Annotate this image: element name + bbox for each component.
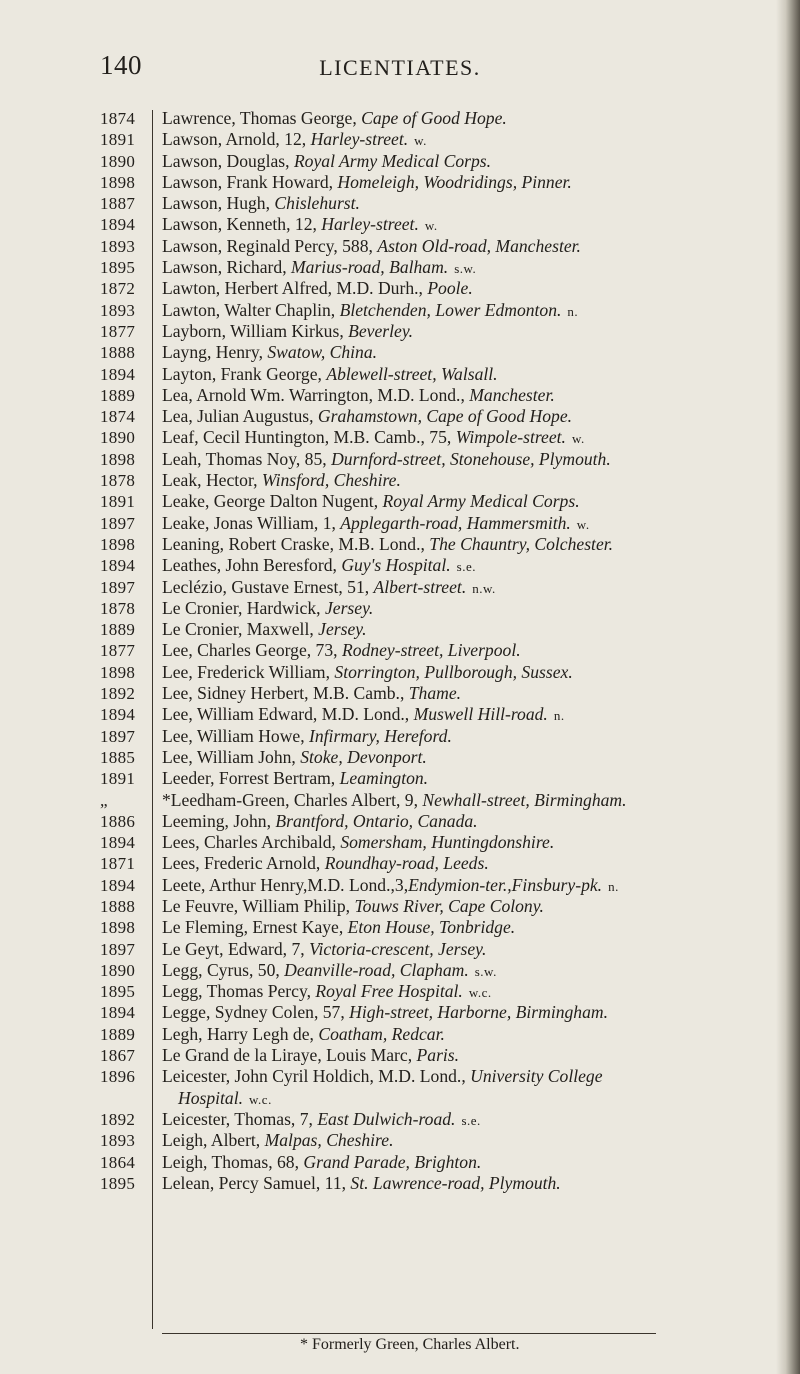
entry-year: 1894 xyxy=(100,215,136,235)
list-item xyxy=(100,533,782,555)
entry-text xyxy=(162,1109,481,1129)
entry-text xyxy=(162,300,578,320)
entry-name: Lawrence, Thomas George, xyxy=(162,108,362,128)
entry-name: Lawson, Frank Howard, xyxy=(162,171,338,192)
entry-name: Leeder, Forrest Bertram, xyxy=(162,768,340,789)
entry-name: Le Cronier, Hardwick, xyxy=(162,597,325,618)
entry-name: Layborn, William Kirkus, xyxy=(162,320,349,341)
entry-address: St. Lawrence-road, Plymouth. xyxy=(350,1172,561,1193)
entry-name: Legg, Thomas Percy, xyxy=(162,981,316,1002)
entry-address: Wimpole-street. xyxy=(455,427,566,448)
entry-address: Brantford, Ontario, Canada. xyxy=(275,810,478,831)
entry-year: „ xyxy=(100,790,108,810)
entry-name: Lawton, Walter Chaplin, xyxy=(162,299,340,320)
entry-text xyxy=(162,534,613,554)
entry-name: Layng, Henry, xyxy=(162,342,268,363)
entry-year: 1889 xyxy=(100,620,136,640)
entry-address: Winsford, Cheshire. xyxy=(261,470,401,491)
entry-address: Victoria-crescent, Jersey. xyxy=(309,938,487,959)
entry-text xyxy=(162,385,555,405)
entry-year: 1895 xyxy=(100,1173,136,1193)
entry-address: Aston Old-road, Manchester. xyxy=(377,235,581,256)
list-item xyxy=(100,1108,782,1130)
entry-address: Somersham, Huntingdonshire. xyxy=(340,832,555,853)
entry-text xyxy=(162,555,476,575)
entry-text xyxy=(162,917,515,937)
list-item xyxy=(100,959,782,981)
entry-address: Grahamstown, Cape of Good Hope. xyxy=(317,406,573,427)
page-number: 140 xyxy=(100,50,142,80)
list-item xyxy=(100,214,782,235)
entry-year: 1877 xyxy=(100,321,136,341)
entry-year: 1878 xyxy=(100,471,136,491)
entry-year: 1893 xyxy=(100,300,136,320)
list-item xyxy=(100,597,782,619)
entry-postal-district: n. xyxy=(608,878,619,894)
entry-name: *Leedham-Green, Charles Albert, 9, xyxy=(162,789,423,810)
entry-year: 1889 xyxy=(100,1024,136,1044)
entry-text xyxy=(162,853,489,873)
entry-year: 1897 xyxy=(100,939,136,959)
entry-address: Rodney-street, Liverpool. xyxy=(341,640,521,661)
entry-year: 1893 xyxy=(100,236,136,256)
entry-text xyxy=(162,640,521,660)
list-item xyxy=(100,1023,782,1045)
entry-address: Ablewell-street, Walsall. xyxy=(326,363,498,384)
entry-text xyxy=(162,704,565,724)
entry-address: Durnford-street, Stonehouse, Plymouth. xyxy=(331,448,611,469)
entry-text xyxy=(162,129,427,149)
entry-text xyxy=(162,960,497,980)
entry-year: 1894 xyxy=(100,364,136,384)
list-item xyxy=(100,789,782,811)
entry-text xyxy=(162,832,554,852)
entry-name: Le Cronier, Maxwell, xyxy=(162,619,319,640)
entry-address: The Chauntry, Colchester. xyxy=(429,533,614,554)
entry-year: 1892 xyxy=(100,1109,136,1129)
entry-postal-district: n. xyxy=(567,303,579,319)
entry-text xyxy=(162,811,478,831)
entry-name: Leaf, Cecil Huntington, M.B. Camb., 75, xyxy=(162,427,456,448)
list-item xyxy=(100,342,782,363)
entry-text xyxy=(162,470,401,490)
list-item xyxy=(100,406,782,427)
list-item xyxy=(100,640,782,661)
entry-address: Thame. xyxy=(408,683,462,704)
entry-text xyxy=(162,577,496,597)
list-item xyxy=(100,278,782,299)
entry-name: Lee, Charles George, 73, xyxy=(162,640,342,661)
entry-text xyxy=(162,214,438,234)
entry-year: 1897 xyxy=(100,513,136,533)
entry-address: Deanville-road, Clapham. xyxy=(284,959,469,980)
entry-text xyxy=(162,662,573,682)
entry-name: Lee, William Howe, xyxy=(162,725,310,746)
entry-address: Applegarth-road, Hammersmith. xyxy=(340,512,571,533)
entry-year: 1898 xyxy=(100,449,136,469)
entry-name: Leigh, Albert, xyxy=(162,1130,265,1151)
entry-year: 1890 xyxy=(100,151,136,171)
entry-address: Roundhay-road, Leeds. xyxy=(324,853,489,874)
entry-year: 1885 xyxy=(100,747,136,767)
entry-text xyxy=(162,896,544,916)
entry-postal-district: s.w. xyxy=(454,261,477,277)
list-item xyxy=(100,320,782,342)
entry-name: Lawson, Reginald Percy, 588, xyxy=(162,235,378,256)
list-item xyxy=(100,1151,782,1173)
entry-year: 1894 xyxy=(100,833,136,853)
entry-year: 1874 xyxy=(100,407,136,427)
entry-address: Storrington, Pullborough, Sussex. xyxy=(334,661,573,682)
entry-address: Royal Free Hospital. xyxy=(315,981,463,1002)
entry-name: Lee, Sidney Herbert, M.B. Camb., xyxy=(162,683,409,704)
entry-name: Leak, Hector, xyxy=(162,470,262,491)
entry-year: 1897 xyxy=(100,577,136,597)
entry-postal-district: w.c. xyxy=(468,985,492,1001)
entry-address: High-street, Harborne, Birmingham. xyxy=(349,1002,608,1023)
entry-year: 1889 xyxy=(100,385,136,405)
entry-address: Grand Parade, Brighton. xyxy=(303,1151,482,1172)
entry-name: Leake, George Dalton Nugent, xyxy=(162,491,383,512)
list-item xyxy=(100,171,782,193)
entry-address: Marius-road, Balham. xyxy=(291,257,449,278)
list-item xyxy=(100,1002,782,1023)
entry-year: 1898 xyxy=(100,662,136,682)
entry-name: Lawson, Kenneth, 12, xyxy=(162,214,322,235)
list-item xyxy=(100,746,782,768)
entry-address: Malpas, Cheshire. xyxy=(264,1130,394,1151)
entry-address: University College xyxy=(470,1066,603,1087)
entry-address: Bletchenden, Lower Edmonton. xyxy=(339,299,562,320)
entry-text xyxy=(162,257,476,277)
list-item xyxy=(100,938,782,960)
entry-postal-district: s.e. xyxy=(456,559,476,575)
entry-text xyxy=(162,427,585,447)
entry-text xyxy=(162,342,377,362)
footnote: * Formerly Green, Charles Albert. xyxy=(300,1336,520,1353)
entry-text xyxy=(162,1173,561,1193)
list-item xyxy=(100,363,782,385)
entry-text xyxy=(162,151,491,171)
entry-address: Guy's Hospital. xyxy=(341,555,451,576)
entry-year: 1888 xyxy=(100,896,136,916)
entry-text xyxy=(162,747,427,767)
entry-year: 1887 xyxy=(100,194,136,214)
entry-text xyxy=(162,491,580,511)
entry-text xyxy=(162,598,373,618)
entry-text xyxy=(162,790,627,810)
list-item xyxy=(100,917,782,938)
entry-text xyxy=(162,1088,272,1108)
list-item xyxy=(100,512,782,534)
entry-postal-district: w.c. xyxy=(249,1091,272,1107)
entry-text xyxy=(162,683,461,703)
entry-address: Leamington. xyxy=(339,768,429,789)
entry-postal-district: n.w. xyxy=(472,580,496,596)
entry-address: Stoke, Devonport. xyxy=(300,746,427,767)
entry-year: 1892 xyxy=(100,684,136,704)
list-item xyxy=(100,555,782,576)
entry-name: Le Feuvre, William Philip, xyxy=(162,895,355,916)
entry-name: Legh, Harry Legh de, xyxy=(162,1023,319,1044)
list-item xyxy=(100,257,782,278)
entry-year: 1867 xyxy=(100,1046,136,1066)
entry-name: Leicester, Thomas, 7, xyxy=(162,1108,318,1129)
running-title: LICENTIATES. xyxy=(319,55,481,80)
entry-year: 1894 xyxy=(100,1003,136,1023)
entry-address: Albert-street. xyxy=(373,576,467,597)
entry-name: Lawson, Arnold, 12, xyxy=(162,129,311,150)
licentiates-list xyxy=(100,108,782,1194)
entry-year: 1890 xyxy=(100,960,136,980)
entry-name: Lawson, Douglas, xyxy=(162,150,294,171)
entry-name: Leigh, Thomas, 68, xyxy=(162,1151,304,1172)
entry-text xyxy=(162,768,428,788)
entry-address: Jersey. xyxy=(318,619,367,640)
entry-year: 1891 xyxy=(100,130,136,150)
entry-postal-district: s.w. xyxy=(474,963,497,979)
entry-name: Lawson, Hugh, xyxy=(162,193,275,214)
list-item xyxy=(100,235,782,257)
entry-year: 1871 xyxy=(100,854,136,874)
entry-text xyxy=(162,1152,481,1172)
entry-address: Chislehurst. xyxy=(274,193,360,214)
entry-text xyxy=(162,619,367,639)
entry-text xyxy=(162,193,360,213)
entry-address: Newhall-street, Birmingham. xyxy=(422,789,627,810)
bottom-rule xyxy=(162,1333,656,1334)
list-item xyxy=(162,1088,782,1109)
entry-text xyxy=(162,1045,459,1065)
entry-name: Layton, Frank George, xyxy=(162,363,327,384)
entry-name: Legge, Sydney Colen, 57, xyxy=(162,1002,350,1023)
list-item xyxy=(100,108,782,129)
list-item xyxy=(100,150,782,172)
entry-name: Leah, Thomas Noy, 85, xyxy=(162,448,332,469)
list-item xyxy=(100,576,782,598)
entry-name: Le Fleming, Ernest Kaye, xyxy=(162,917,348,938)
entry-text xyxy=(162,939,486,959)
entry-year: 1864 xyxy=(100,1152,136,1172)
entry-address: Homeleigh, Woodridings, Pinner. xyxy=(337,171,572,192)
entry-text xyxy=(162,1002,608,1022)
entry-name: Lawson, Richard, xyxy=(162,257,291,278)
entry-address: East Dulwich-road. xyxy=(317,1108,456,1129)
list-item xyxy=(100,470,782,491)
list-item xyxy=(100,853,782,874)
list-item xyxy=(100,491,782,512)
entry-address: Endymion-ter.,Finsbury-pk. xyxy=(408,874,603,895)
entry-name: Lee, William Edward, M.D. Lond., xyxy=(162,704,414,725)
entry-text xyxy=(162,1130,393,1150)
entry-name: Leclézio, Gustave Ernest, 51, xyxy=(162,576,374,597)
entry-year: 1877 xyxy=(100,641,136,661)
list-item xyxy=(100,981,782,1002)
entry-year: 1891 xyxy=(100,492,136,512)
list-item xyxy=(100,725,782,747)
list-item xyxy=(100,299,782,321)
list-item xyxy=(100,768,782,789)
entry-address: Jersey. xyxy=(324,597,374,618)
entry-text xyxy=(162,236,581,256)
entry-text xyxy=(162,406,572,426)
entry-postal-district: w. xyxy=(576,516,590,532)
entry-year: 1894 xyxy=(100,875,136,895)
entry-name: Lee, William John, xyxy=(162,746,301,767)
entry-postal-district: n. xyxy=(553,708,565,724)
entry-year: 1898 xyxy=(100,534,136,554)
entry-text xyxy=(162,172,572,192)
entry-year: 1898 xyxy=(100,918,136,938)
entry-name: Leaning, Robert Craske, M.B. Lond., xyxy=(162,533,430,554)
list-item xyxy=(100,810,782,832)
entry-year: 1878 xyxy=(100,598,136,618)
entry-text xyxy=(162,513,590,533)
entry-address: Muswell Hill-road. xyxy=(413,704,548,725)
entry-address: Poole. xyxy=(427,278,473,299)
entry-name: Lawton, Herbert Alfred, M.D. Durh., xyxy=(162,278,428,299)
entry-year: 1894 xyxy=(100,556,136,576)
entry-name: Leicester, John Cyril Holdich, M.D. Lond., xyxy=(162,1066,471,1087)
list-item xyxy=(100,661,782,683)
entry-text xyxy=(162,364,498,384)
entry-text xyxy=(162,449,611,469)
entry-text xyxy=(162,108,507,128)
entry-text xyxy=(162,981,492,1001)
entry-address: Infirmary, Hereford. xyxy=(309,725,452,746)
entry-name: Legg, Cyrus, 50, xyxy=(162,959,285,980)
entry-text xyxy=(162,278,473,298)
entry-postal-district: s.e. xyxy=(461,1112,481,1128)
list-item xyxy=(100,874,782,896)
list-item xyxy=(100,129,782,150)
list-item xyxy=(100,704,782,725)
entry-year: 1897 xyxy=(100,726,136,746)
entry-name: Leathes, John Beresford, xyxy=(162,555,342,576)
entry-year: 1893 xyxy=(100,1131,136,1151)
entry-name: Leete, Arthur Henry,M.D. Lond.,3, xyxy=(162,874,409,895)
entry-year: 1898 xyxy=(100,172,136,192)
entry-text xyxy=(162,321,413,341)
entry-year: 1872 xyxy=(100,279,136,299)
entry-text xyxy=(162,875,619,895)
entry-year: 1895 xyxy=(100,258,136,278)
entry-name: Lea, Julian Augustus, xyxy=(162,406,318,427)
entry-postal-district: w. xyxy=(414,133,427,149)
entry-name: Leeming, John, xyxy=(162,810,276,831)
list-item xyxy=(100,832,782,853)
entry-address: Royal Army Medical Corps. xyxy=(293,150,492,171)
entry-name: Lees, Frederic Arnold, xyxy=(162,853,325,874)
entry-address: Swatow, China. xyxy=(267,342,378,363)
entry-year: 1891 xyxy=(100,769,136,789)
entry-address: Coatham, Redcar. xyxy=(318,1023,445,1044)
entry-text xyxy=(162,726,452,746)
entry-postal-district: w. xyxy=(571,431,585,447)
entry-address: Paris. xyxy=(416,1045,460,1066)
entry-postal-district: w. xyxy=(424,218,438,234)
entry-name: Le Grand de la Liraye, Louis Marc, xyxy=(162,1045,417,1066)
entry-name: Lees, Charles Archibald, xyxy=(162,832,341,853)
list-item xyxy=(100,619,782,640)
entry-address: Manchester. xyxy=(469,384,555,405)
entry-name: Lelean, Percy Samuel, 11, xyxy=(162,1172,351,1193)
entry-address: Cape of Good Hope. xyxy=(361,108,507,128)
entry-address: Royal Army Medical Corps. xyxy=(382,491,580,512)
list-item xyxy=(100,683,782,704)
entry-address: Hospital. xyxy=(178,1087,244,1108)
list-item xyxy=(100,895,782,917)
entry-year: 1894 xyxy=(100,705,136,725)
entry-year: 1895 xyxy=(100,982,136,1002)
entry-name: Leake, Jonas William, 1, xyxy=(162,512,341,533)
list-item xyxy=(100,193,782,214)
entry-text xyxy=(162,1024,445,1044)
entry-address: Harley-street. xyxy=(310,129,409,150)
entry-year: 1896 xyxy=(100,1067,136,1087)
entry-name: Le Geyt, Edward, 7, xyxy=(162,938,310,959)
entry-address: Beverley. xyxy=(348,320,414,341)
list-item xyxy=(100,427,782,448)
list-item xyxy=(100,448,782,470)
entry-text xyxy=(162,1066,603,1086)
list-item xyxy=(100,1130,782,1151)
entry-address: Harley-street. xyxy=(321,214,419,235)
list-item xyxy=(100,1066,782,1087)
list-item xyxy=(100,384,782,406)
list-item xyxy=(100,1172,782,1194)
entry-address: Touws River, Cape Colony. xyxy=(354,895,544,916)
list-item xyxy=(100,1045,782,1066)
entry-name: Lee, Frederick William, xyxy=(162,661,335,682)
entry-address: Eton House, Tonbridge. xyxy=(347,917,516,938)
entry-year: 1886 xyxy=(100,811,136,831)
entry-year: 1888 xyxy=(100,343,136,363)
entry-year: 1890 xyxy=(100,428,136,448)
entry-name: Lea, Arnold Wm. Warrington, M.D. Lond., xyxy=(162,384,470,405)
entry-year: 1874 xyxy=(100,109,136,128)
